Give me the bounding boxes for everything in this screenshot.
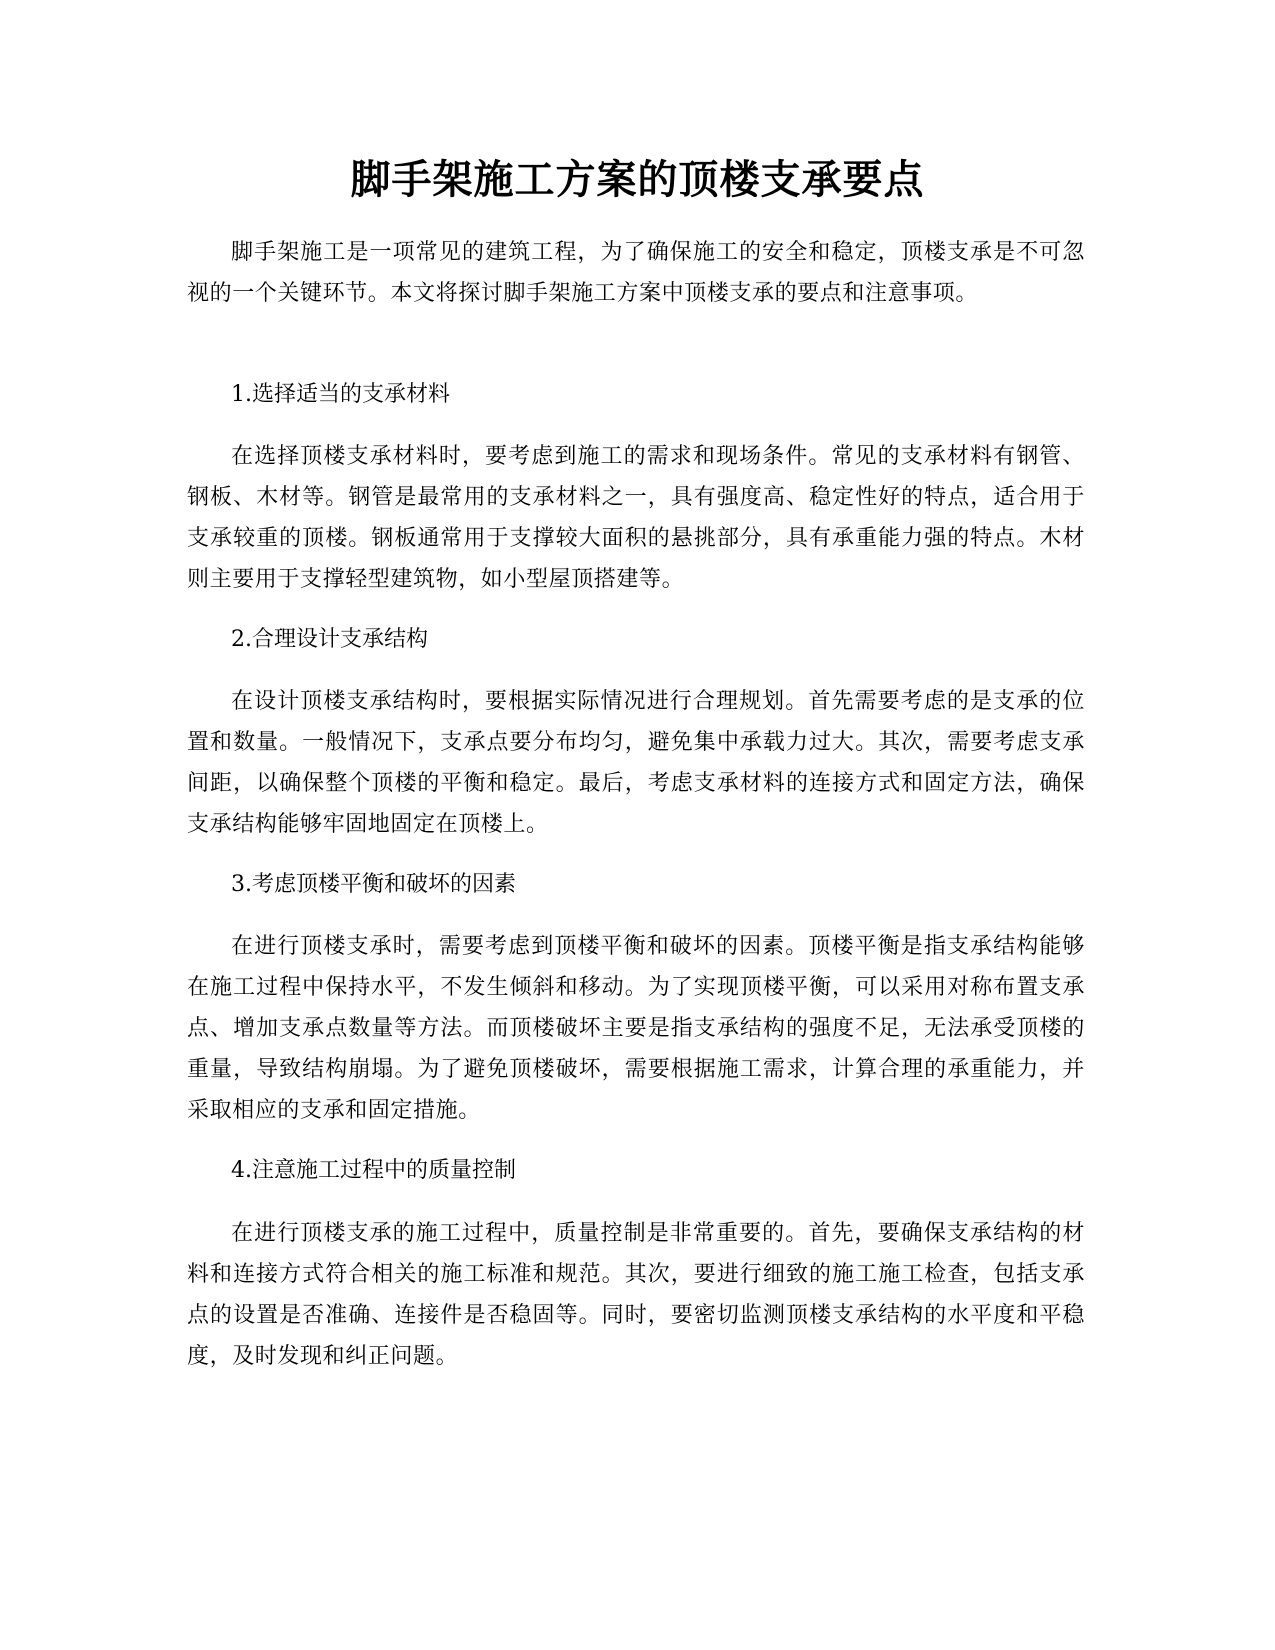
section-body-2: 在设计顶楼支承结构时，要根据实际情况进行合理规划。首先需要考虑的是支承的位置和数量。一般情况下，支承点要分布均匀，避免集中承载力过大。其次，需要考虑支承间距，以确保整个顶楼的平衡和稳定。最后，考虑支承材料的连接方式和固定方法，确保支承结构能够牢固地固定在顶楼上。 — [187, 689, 1085, 837]
section-body-1: 在选择顶楼支承材料时，要考虑到施工的需求和现场条件。常见的支承材料有钢管、钢板、木材等。钢管是最常用的支承材料之一，具有强度高、稳定性好的特点，适合用于支承较重的顶楼。钢板通常用于支撑较大面积的悬挑部分，具有承重能力强的特点。木材则主要用于支撑轻型建筑物，如小型屋顶搭建等。 — [187, 444, 1085, 592]
intro-paragraph: 脚手架施工是一项常见的建筑工程，为了确保施工的安全和稳定，顶楼支承是不可忽视的一个关键环节。本文将探讨脚手架施工方案中顶楼支承的要点和注意事项。 — [187, 240, 1085, 306]
section-heading-4: 4.注意施工过程中的质量控制 — [231, 1158, 516, 1183]
section-heading-3: 3.考虑顶楼平衡和破坏的因素 — [231, 872, 516, 897]
section-heading-2: 2.合理设计支承结构 — [231, 627, 428, 652]
section-body-4: 在进行顶楼支承的施工过程中，质量控制是非常重要的。首先，要确保支承结构的材料和连接方式符合相关的施工标准和规范。其次，要进行细致的施工施工检查，包括支承点的设置是否准确、连接件是否稳固等。同时，要密切监测顶楼支承结构的水平度和平稳度，及时发现和纠正问题。 — [187, 1221, 1085, 1369]
section-body-3: 在进行顶楼支承时，需要考虑到顶楼平衡和破坏的因素。顶楼平衡是指支承结构能够在施工过程中保持水平，不发生倾斜和移动。为了实现顶楼平衡，可以采用对称布置支承点、增加支承点数量等方法。而顶楼破坏主要是指支承结构的强度不足，无法承受顶楼的重量，导致结构崩塌。为了避免顶楼破坏，需要根据施工需求，计算合理的承重能力，并采取相应的支承和固定措施。 — [187, 934, 1085, 1123]
document-title: 脚手架施工方案的顶楼支承要点 — [350, 157, 925, 203]
section-heading-1: 1.选择适当的支承材料 — [231, 382, 450, 407]
